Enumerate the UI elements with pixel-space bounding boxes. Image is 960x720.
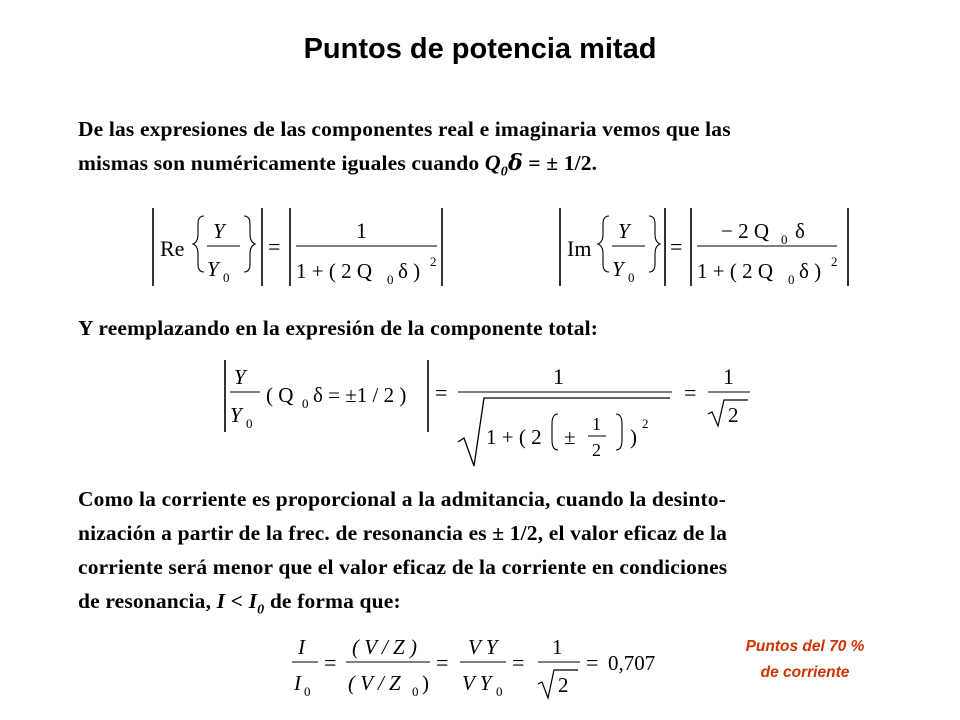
equation-real-part bbox=[150, 204, 450, 295]
svg-text:Y: Y bbox=[618, 219, 630, 243]
svg-text:I: I bbox=[294, 671, 301, 695]
final-result: 0,707 bbox=[608, 651, 656, 675]
svg-text:=: = bbox=[586, 650, 599, 675]
paragraph-current-line-3: corriente será menor que el valor eficaz de la corriente en condiciones bbox=[78, 555, 728, 579]
svg-text:=: = bbox=[436, 650, 449, 675]
im-numerator: − 2 Q bbox=[721, 219, 770, 243]
svg-text:=: = bbox=[684, 380, 697, 405]
svg-text:1: 1 bbox=[592, 414, 601, 434]
final-vz0: ( V / Z bbox=[348, 671, 401, 695]
svg-text:=: = bbox=[435, 380, 448, 405]
paragraph-current bbox=[78, 482, 928, 627]
im-func: Im bbox=[567, 236, 592, 261]
intro-condition: = ± 1/2. bbox=[522, 151, 598, 175]
svg-text:2: 2 bbox=[558, 673, 569, 697]
svg-text:0: 0 bbox=[387, 272, 394, 287]
svg-text:=: = bbox=[512, 650, 525, 675]
note-line-2: de corriente bbox=[760, 664, 850, 681]
re-func: Re bbox=[160, 236, 185, 261]
intro-line-2-text: mismas son numéricamente iguales cuando bbox=[78, 151, 485, 175]
svg-text:): ) bbox=[422, 671, 429, 695]
svg-text:2: 2 bbox=[430, 254, 437, 269]
intro-line-1: De las expresiones de las componentes real e imaginaria vemos que las bbox=[78, 117, 731, 141]
svg-text:=: = bbox=[324, 650, 337, 675]
svg-text:±: ± bbox=[564, 425, 576, 449]
svg-text:1: 1 bbox=[356, 218, 367, 243]
svg-text:Y: Y bbox=[612, 257, 624, 281]
replacing-text: Y reemplazando en la expresión de la componente total: bbox=[78, 316, 599, 340]
svg-text:V Y: V Y bbox=[468, 635, 498, 659]
svg-text:0: 0 bbox=[781, 232, 788, 247]
svg-text:2: 2 bbox=[831, 254, 838, 269]
svg-text:Y: Y bbox=[230, 403, 242, 427]
svg-text:0: 0 bbox=[246, 416, 253, 431]
svg-text:V Y: V Y bbox=[462, 671, 492, 695]
equation-final bbox=[290, 628, 690, 713]
svg-text:δ: δ bbox=[795, 219, 805, 243]
paragraph-current-line-1: Como la corriente es proporcional a la admitancia, cuando la desinto- bbox=[78, 487, 726, 511]
q0-symbol: $Q_0\delta$ bbox=[484, 150, 523, 180]
paragraph-current-line-4: de resonancia, $I < I_0$ de forma que: bbox=[78, 589, 401, 618]
svg-text:1: 1 bbox=[553, 364, 564, 389]
svg-text:0: 0 bbox=[302, 396, 309, 411]
intro-paragraph bbox=[78, 112, 928, 189]
svg-text:I: I bbox=[298, 635, 305, 659]
svg-text:2: 2 bbox=[728, 403, 739, 427]
svg-text:δ ): δ ) bbox=[398, 259, 421, 283]
svg-text:1: 1 bbox=[723, 364, 734, 389]
svg-text:0: 0 bbox=[788, 272, 795, 287]
final-vz: ( V / Z ) bbox=[352, 635, 417, 659]
svg-text:Y: Y bbox=[213, 219, 225, 243]
svg-text:1: 1 bbox=[552, 635, 563, 659]
svg-text:0: 0 bbox=[628, 270, 635, 285]
svg-text:2: 2 bbox=[642, 416, 649, 431]
svg-text:δ ): δ ) bbox=[799, 259, 822, 283]
svg-text:=: = bbox=[268, 234, 281, 259]
svg-text:0: 0 bbox=[496, 684, 503, 699]
svg-text:): ) bbox=[630, 425, 637, 449]
svg-text:0: 0 bbox=[223, 270, 230, 285]
svg-text:=: = bbox=[670, 234, 683, 259]
total-arg-rest: δ = ±1 / 2 ) bbox=[313, 383, 407, 407]
total-radicand: 1 + ( 2 bbox=[486, 425, 542, 449]
svg-text:2: 2 bbox=[592, 440, 601, 460]
total-arg-q: ( Q bbox=[266, 383, 294, 407]
re-denominator: 1 + ( 2 Q bbox=[296, 259, 373, 283]
equation-total-component bbox=[222, 354, 762, 479]
equation-imaginary-part bbox=[557, 204, 857, 295]
svg-text:Y: Y bbox=[234, 365, 246, 389]
page-title: Puntos de potencia mitad bbox=[303, 33, 657, 65]
svg-text:0: 0 bbox=[412, 684, 419, 699]
intro-line-2 bbox=[78, 146, 928, 189]
paragraph-current-line-2: nización a partir de la frec. de resonancia es ± 1/2, el valor eficaz de la bbox=[78, 521, 728, 545]
svg-text:0: 0 bbox=[304, 684, 311, 699]
im-denominator: 1 + ( 2 Q bbox=[697, 259, 774, 283]
note-line-1: Puntos del 70 % bbox=[745, 638, 865, 655]
svg-text:Y: Y bbox=[207, 257, 219, 281]
